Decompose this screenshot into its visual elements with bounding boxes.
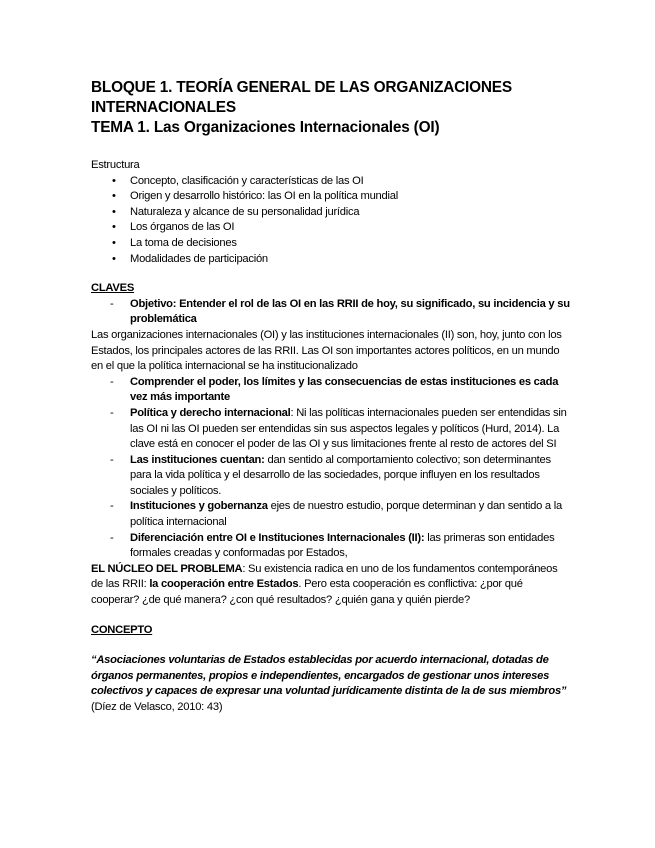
bloque-title-line2: INTERNACIONALES [91,99,236,116]
estructura-heading: Estructura [91,159,140,171]
claves-list [91,375,571,562]
estructura-list [91,174,571,268]
claves-heading: CLAVES [91,282,135,295]
nucleo-paragraph [91,562,571,609]
concepto-heading: CONCEPTO [91,623,153,636]
objetivo-item [91,297,571,328]
nucleo-text1: : Su existencia radica en uno de los fundamentos contemporáneos de las RRII: [91,562,558,591]
list-item: • Modalidades de participación [91,252,571,268]
concepto-quote [91,653,571,715]
claves-intro: Las organizaciones internacionales (OI) y las instituciones internacionales (II) son, hoy, junto con los Estados, los principales actores de las RRII. Las OI son importantes actores políticos, en un mundo en el que la política internacional se ha institucionalizado [91,328,562,373]
list-item: • Los órganos de las OI [91,220,571,236]
item-text: : Ni las políticas internacionales pueden ser entendidas sin las OI ni las OI pueden ser entendidas sin sus aspectos legales y políticos (Hurd, 2014). La clave está en conocer el poder de las OI y sus limitaciones frente al resto de actores del SI [130,406,567,451]
quote-citation: (Díez de Velasco, 2010: 43) [91,701,223,713]
list-item: • Concepto, clasificación y características de las OI [91,174,571,190]
list-item: • Origen y desarrollo histórico: las OI en la política mundial [91,189,571,205]
list-item: • La toma de decisiones [91,236,571,252]
item-bold: Diferenciación entre OI e Instituciones Internacionales (II): [130,531,425,544]
nucleo-heading: EL NÚCLEO DEL PROBLEMA [91,562,243,575]
nucleo-emphasis: la cooperación entre Estados [149,578,299,591]
item-text: ejes de nuestro estudio, porque determinan y dan sentido a la política internacional [130,500,562,529]
item-text: las primeras son entidades formales creadas y conformadas por Estados, [130,531,555,560]
list-item [91,531,571,562]
bloque-title-line1: BLOQUE 1. TEORÍA GENERAL DE LAS ORGANIZACIONES [91,79,512,96]
item-bold: Las instituciones cuentan: [130,453,265,466]
item-text: dan sentido al comportamiento colectivo; son determinantes para la vida política y el desarrollo de las sociedades, porque influyen en los resultados sociales y políticos. [130,453,551,497]
list-item: • Naturaleza y alcance de su personalidad jurídica [91,205,571,221]
list-item [91,453,571,500]
nucleo-text2: . Pero esta cooperación es conflictiva: ¿por qué cooperar? ¿de qué manera? ¿con qué resultados? ¿quién gana y quién pierde? [91,578,523,607]
item-bold: Instituciones y gobernanza [130,500,268,513]
list-item [91,375,571,406]
objetivo-text: Objetivo: Entender el rol de las OI en las RRII de hoy, su significado, su incidencia y su problemática [130,297,570,326]
item-bold: Comprender el poder, los límites y las consecuencias de estas instituciones es cada vez más importante [130,375,559,404]
item-bold: Política y derecho internacional [130,406,291,419]
document-page [91,78,571,716]
list-item [91,406,571,453]
quote-text: “Asociaciones voluntarias de Estados establecidas por acuerdo internacional, dotadas de órganos permanentes, propios e independientes, encargados de gestionar unos intereses colectivos y capaces de expresar una voluntad jurídicamente distinta de la de sus miembros” [91,654,567,698]
tema-title: TEMA 1. Las Organizaciones Internacionales (OI) [91,119,440,136]
objetivo-list [91,297,571,328]
list-item [91,499,571,530]
